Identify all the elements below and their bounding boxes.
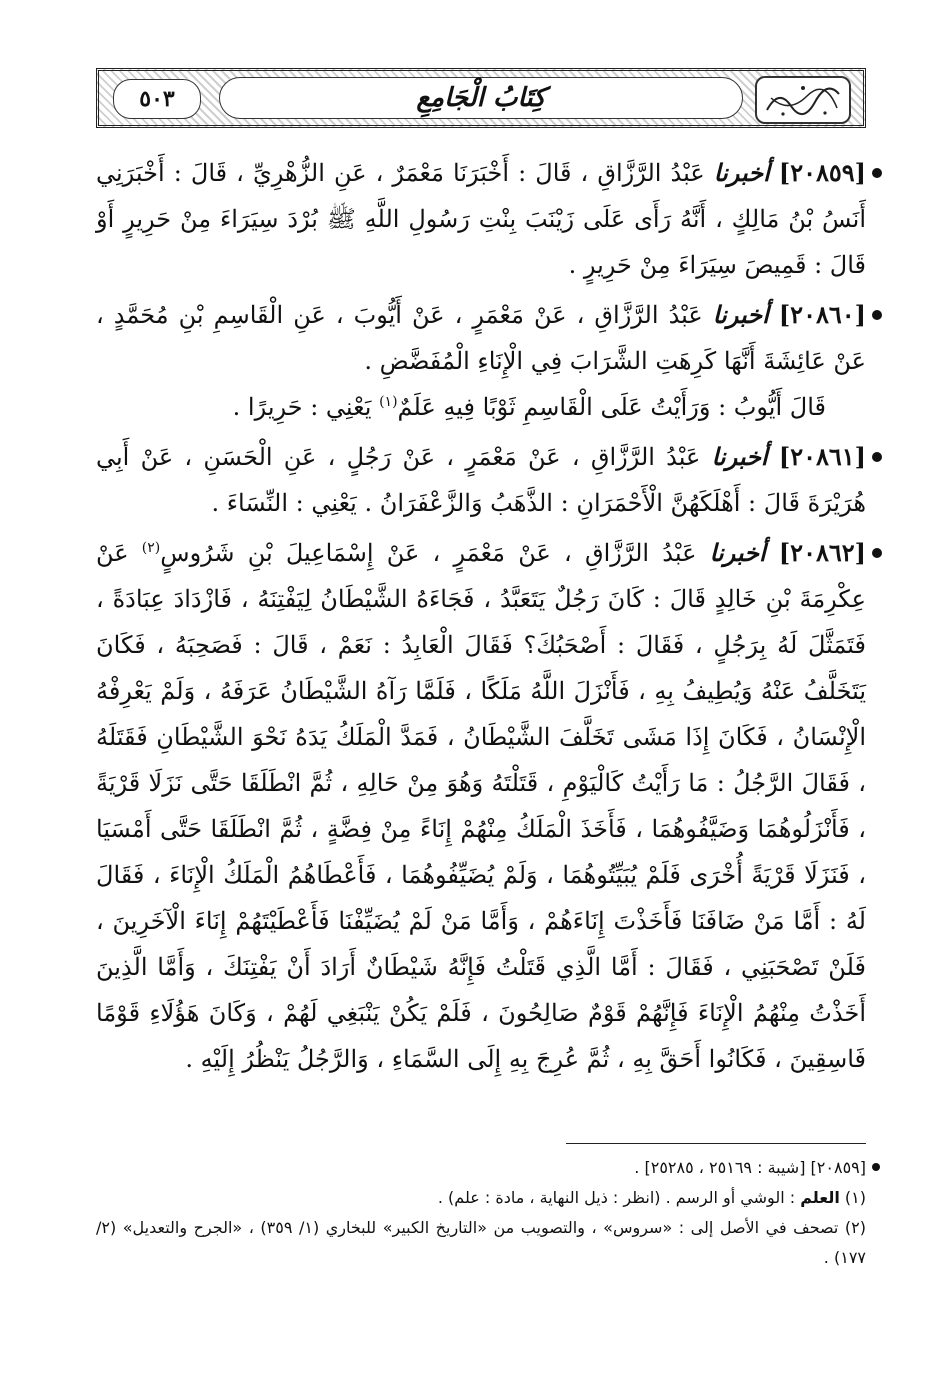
akhbarana-label: أخبرنا [712, 300, 769, 329]
hadith-20859 [96, 150, 866, 288]
hadith-20860 [96, 292, 866, 430]
bullet-icon [872, 310, 882, 320]
hadith-text: عَبْدُ الرَّزَّاقِ ، عَنْ مَعْمَرٍ ، عَنْ أَيُّوبَ ، عَنِ الْقَاسِمِ بْنِ مُحَمَّدٍ ، عَنْ عَائِشَةَ أَنَّهَا كَرِهَتِ الشَّرَابَ فِي الْإِنَاءِ الْمُفَضَّضِ . [96, 301, 866, 375]
footnote-keyword: العلم [800, 1188, 840, 1207]
comment-text-end: يَعْنِي : حَرِيرًا . [232, 393, 372, 421]
bullet-icon [872, 452, 882, 462]
page-header [96, 68, 866, 128]
hadith-text: عَبْدُ الرَّزَّاقِ ، قَالَ : أَخْبَرَنَا مَعْمَرٌ ، عَنِ الزُّهْرِيِّ ، قَالَ : أَخْبَرَنِي أَنَسُ بْنُ مَالِكٍ ، أَنَّهُ رَأَى عَلَى زَيْنَبَ بِنْتِ رَسُولِ اللَّهِ ﷺ بُرْدَ سِيَرَاءَ مِنْ حَرِيرٍ أَوْ قَالَ : قَمِيصَ سِيَرَاءَ مِنْ حَرِيرٍ . [96, 159, 866, 279]
page-number: ٥٠٣ [113, 79, 201, 119]
hadith-20862 [96, 530, 866, 1082]
akhbarana-label: أخبرنا [709, 538, 766, 567]
source-reference [96, 1153, 866, 1183]
hadith-comment [96, 384, 826, 430]
akhbarana-label: أخبرنا [713, 158, 770, 187]
hadith-number: [٢٠٨٥٩] [778, 158, 866, 187]
footnote-1 [96, 1183, 866, 1213]
hadith-20861 [96, 434, 866, 526]
book-logo-icon [759, 80, 847, 120]
book-title: كِتَابُ الْجَامِعِ [416, 83, 546, 113]
footnote-text: تصحف في الأصل إلى : «سروس» ، والتصويب من «التاريخ الكبير» للبخاري (١/ ٣٥٩) ، «الجرح والتعديل» (٢/ ١٧٧) . [96, 1218, 866, 1267]
akhbarana-label: أخبرنا [711, 442, 768, 471]
hadith-text: عَبْدُ الرَّزَّاقِ ، عَنْ مَعْمَرٍ ، عَنْ إِسْمَاعِيلَ بْنِ شَرُوسٍ [160, 539, 697, 567]
hadith-number: [٢٠٨٦٢] [778, 538, 866, 567]
hadith-text-cont: عَنْ عِكْرِمَةَ بْنِ خَالِدٍ قَالَ : كَانَ رَجُلٌ يَتَعَبَّدُ ، فَجَاءَهُ الشَّيْطَانُ لِيَفْتِنَهُ ، فَازْدَادَ عِبَادَةً ، فَتَمَثَّلَ لَهُ بِرَجُلٍ ، فَقَالَ : أَصْحَبُكَ؟ فَقَالَ الْعَابِدُ : نَعَمْ ، قَالَ : فَصَحِبَهُ ، فَكَانَ يَتَخَلَّفُ عَنْهُ وَيُطِيفُ بِهِ ، فَأَنْزَلَ اللَّهُ مَلَكًا ، فَلَمَّا رَآهُ الشَّيْطَانُ عَرَفَهُ ، وَلَمْ يَعْرِفْهُ الْإِنْسَانُ ، فَكَانَ إِذَا مَشَى تَخَلَّفَ الشَّيْطَانُ ، فَمَدَّ الْمَلَكُ يَدَهُ نَحْوَ الشَّيْطَانِ فَقَتَلَهُ ، فَقَالَ الرَّجُلُ : مَا رَأَيْتُ كَالْيَوْمِ ، قَتَلْتَهُ وَهُوَ مِنْ حَالِهِ ، ثُمَّ انْطَلَقَا حَتَّى نَزَلَا قَرْيَةً ، فَأَنْزَلُوهُمَا وَضَيَّفُوهُمَا ، فَأَخَذَ الْمَلَكُ مِنْهُمْ إِنَاءً مِنْ فِضَّةٍ ، ثُمَّ انْطَلَقَا حَتَّى أَمْسَيَا ، فَنَزَلَا قَرْيَةً أُخْرَى فَلَمْ يُبَيِّتُوهُمَا ، وَلَمْ يُضَيِّفُوهُمَا ، فَأَعْطَاهُمُ الْمَلَكُ الْإِنَاءَ ، فَقَالَ لَهُ : أَمَّا مَنْ ضَافَنَا فَأَخَذْتَ إِنَاءَهُمْ ، وَأَمَّا مَنْ لَمْ يُضَيِّفْنَا فَأَعْطَيْتَهُمْ إِنَاءَ الْآخَرِينَ ، فَلَنْ تَصْحَبَنِي ، فَقَالَ : أَمَّا الَّذِي قَتَلْتُ فَإِنَّهُ شَيْطَانٌ أَرَادَ أَنْ يَفْتِنَكَ ، وَأَمَّا الَّذِينَ أَخَذْتُ مِنْهُمُ الْإِنَاءَ فَإِنَّهُمْ قَوْمٌ صَالِحُونَ ، فَلَمْ يَكُنْ يَنْبَغِي لَهُمْ ، وَكَانَ هَؤُلَاءِ قَوْمًا فَاسِقِينَ ، فَكَانُوا أَحَقَّ بِهِ ، ثُمَّ عُرِجَ بِهِ إِلَى السَّمَاءِ ، وَالرَّجُلُ يَنْظُرُ إِلَيْهِ . [96, 539, 867, 1073]
main-text [96, 150, 866, 1086]
hadith-text: عَبْدُ الرَّزَّاقِ ، عَنْ مَعْمَرٍ ، عَنْ رَجُلٍ ، عَنِ الْحَسَنِ ، عَنْ أَبِي هُرَيْرَةَ قَالَ : أَهْلَكَهُنَّ الْأَحْمَرَانِ : الذَّهَبُ وَالزَّعْفَرَانُ . يَعْنِي : النِّسَاءَ . [96, 443, 866, 517]
book-logo [755, 76, 851, 124]
hadith-number: [٢٠٨٦١] [778, 442, 867, 471]
footnote-text: : الوشي أو الرسم . (انظر : ذيل النهاية ، مادة : علم) . [437, 1188, 796, 1207]
bullet-icon [872, 168, 882, 178]
footnote-number: (١) [844, 1188, 866, 1207]
footnote-number: (٢) [844, 1218, 866, 1237]
footnotes [96, 1153, 866, 1273]
source-reference-text: [٢٠٨٥٩] [شيبة : ٢٥١٦٩ ، ٢٥٢٨٥] . [634, 1158, 866, 1177]
footnote-divider [566, 1143, 866, 1144]
bullet-icon [872, 1163, 880, 1171]
bullet-icon [872, 548, 882, 558]
header-title-frame [219, 77, 743, 119]
comment-text: قَالَ أَيُّوبُ : وَرَأَيْتُ عَلَى الْقَاسِمِ ثَوْبًا فِيهِ عَلَمٌ [397, 393, 826, 421]
footnote-ref-1[interactable]: (١) [379, 394, 398, 410]
footnote-ref-2[interactable]: (٢) [141, 540, 161, 556]
footnote-2 [96, 1213, 866, 1273]
hadith-number: [٢٠٨٦٠] [778, 300, 866, 329]
